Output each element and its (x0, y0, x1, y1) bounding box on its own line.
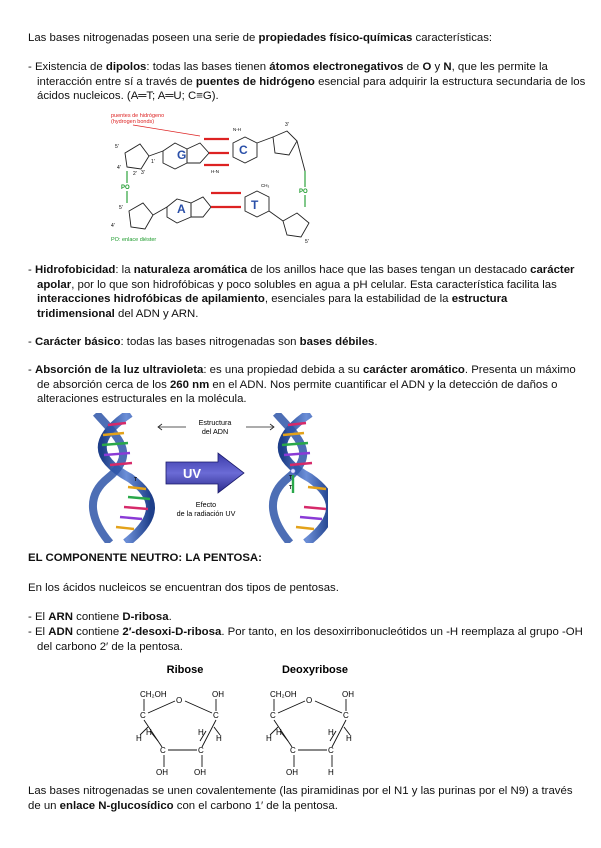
base-pair-hbond-figure (105, 111, 325, 246)
hidro-bold-4: interacciones hidrofóbicas de apilamiento (37, 293, 265, 306)
deoxy-h4: H (276, 728, 282, 737)
hbond-label-top2: (hydrogen bonds) (111, 119, 155, 125)
intro-bold-1: propiedades físico-químicas (258, 32, 413, 44)
uv-label-struct1: Estructura (198, 418, 232, 427)
dipolos-bold-5: puentes de hidrógeno (195, 75, 315, 88)
ribose-structure (136, 690, 224, 777)
enlace-text-2: con el carbono 1′ de la pentosa. (173, 799, 338, 812)
hidro-bold-2: naturaleza aromática (133, 264, 248, 276)
basico-text-1: - (28, 336, 35, 348)
ribose-h1b: H (216, 734, 222, 743)
pentosa-heading: EL COMPONENTE NEUTRO: LA PENTOSA: (28, 552, 262, 564)
abs-bold-1: Absorción de la luz ultravioleta (34, 364, 204, 376)
ribose-ch2oh: CH₂OH (140, 690, 167, 699)
abs-text-1: - (28, 364, 35, 376)
adn-text-1: - El (28, 626, 49, 638)
dipolos-text-1: - Existencia de (28, 61, 106, 73)
hbond-label-top: puentes de hidrógeno (111, 113, 165, 119)
base-g-label: G (177, 148, 187, 162)
abs-bold-3: 260 nm (169, 378, 210, 391)
ribose-o: O (176, 696, 183, 705)
dipolos-text-5: , que les permite la interacción entre sí a través de (37, 61, 548, 88)
hbond-pointer-line (133, 125, 200, 136)
deoxy-o: O (306, 696, 313, 705)
c-num-3p: 3' (285, 122, 289, 128)
arn-text-2: contiene (72, 611, 123, 623)
ribose-h4: H (146, 728, 152, 737)
deoxyribose-title: Deoxyribose (281, 664, 349, 676)
pentosa-intro: En los ácidos nucleicos se encuentran dos tipos de pentosas. (28, 582, 339, 594)
ribose-oh2: OH (194, 768, 206, 777)
basico-paragraph (28, 335, 587, 350)
adn-bold-2: 2′-desoxi-D-ribosa (122, 626, 222, 638)
basico-text-3: . (374, 336, 378, 348)
dipolos-text-2: : todas las bases tienen (146, 61, 270, 73)
hidro-text-5: , esenciales para la estabilidad de la (264, 293, 452, 306)
uv-t-label-2: T (289, 485, 293, 491)
abs-text-3: . Presenta un máximo de absorción cerca de los (37, 364, 576, 391)
uv-t-label-left: T (134, 477, 138, 483)
base-t-label: T (251, 198, 259, 212)
adn-text-2: contiene (72, 626, 123, 638)
t-num-5p: 5' (305, 239, 309, 245)
abs-text-2: : es una propiedad debida a su (203, 364, 363, 376)
hidro-bold-1: Hidrofobicidad (34, 264, 116, 276)
ribose-c1: C (213, 711, 219, 720)
dipolos-bold-3: O (422, 61, 432, 73)
enlace-bold-1: enlace N-glucosídico (59, 799, 174, 812)
ribose-c2: C (198, 746, 204, 755)
uv-label-effect2: de la radiación UV (176, 509, 236, 518)
uv-label-struct2: del ADN (201, 427, 229, 436)
a-num-4p: 4' (111, 223, 115, 229)
ribose-title: Ribose (166, 664, 204, 676)
dipolos-bold-4: N (443, 61, 452, 73)
arn-text-3: . (168, 611, 172, 623)
hidro-bold-3: carácter apolar (37, 264, 575, 291)
hidro-text-3: de los anillos hace que las bases tengan un destacado (247, 264, 531, 276)
intro-paragraph (28, 31, 578, 46)
hidrofobicidad-paragraph (28, 263, 587, 321)
left-dna-helix (93, 413, 151, 543)
g-num-3p: 3' (141, 170, 145, 176)
basico-bold-2: bases débiles (299, 336, 375, 348)
deoxy-h4b: H (266, 734, 272, 743)
enlace-paragraph (28, 784, 578, 813)
uv-arrow-label: UV (182, 466, 202, 481)
adn-bold-1: ADN (48, 626, 73, 638)
hidro-text-2: : la (115, 264, 134, 276)
intro-text-2: características: (412, 32, 493, 44)
uv-label-effect1: Efecto (195, 500, 217, 509)
abs-text-4: en el ADN. Nos permite cuantificar el ADN y la detección de daños o alteraciones estructurales en la molécula. (37, 378, 558, 406)
base-a-label: A (177, 202, 186, 216)
deoxyribose-structure (266, 690, 354, 777)
deoxy-c1: C (343, 711, 349, 720)
dipolos-paragraph (28, 60, 587, 104)
deoxy-ch2oh: CH₂OH (270, 690, 297, 699)
uv-t-label-1: T (289, 475, 293, 481)
deoxy-h2: H (328, 768, 334, 777)
deoxy-oh-top: OH (342, 690, 354, 699)
intro-text-1: Las bases nitrogenadas poseen una serie de (28, 32, 259, 44)
po-enlace-label: PO: enlace diéster (111, 237, 157, 243)
adn-paragraph (28, 625, 587, 654)
basico-text-2: : todas las bases nitrogenadas son (120, 336, 300, 348)
hidro-text-6: del ADN y ARN. (114, 307, 199, 320)
hidro-bold-5: estructura tridimensional (37, 293, 508, 320)
a-t-pair (129, 191, 309, 237)
uv-dna-figure (88, 413, 328, 543)
ribose-h1: H (198, 728, 204, 737)
po-right-label: PO (299, 189, 308, 195)
deoxy-h1: H (328, 728, 334, 737)
uv-arrow (166, 453, 244, 493)
po-left-label: PO (121, 185, 130, 191)
dipolos-bold-2: átomos electronegativos (269, 61, 404, 73)
basico-bold-1: Carácter básico (34, 336, 121, 348)
a-t-hbonds (211, 193, 241, 207)
deoxy-c2: C (328, 746, 334, 755)
g-num-2p: 2' (133, 171, 137, 177)
ribose-c4: C (140, 711, 146, 720)
ribose-c3: C (160, 746, 166, 755)
arn-bold-2: D-ribosa (122, 611, 169, 623)
hidro-text-1: - (28, 264, 35, 276)
g-hn-label: H-N (211, 169, 219, 174)
arn-text-1: - El (28, 611, 49, 623)
dipolos-text-6: esencial para adquirir la estructura secundaria de los ácidos nucleicos. (A═T; A═U; C≡G). (37, 75, 586, 103)
ribose-oh-top: OH (212, 690, 224, 699)
adn-text-3: . Por tanto, en los desoxirribonucleótidos un -H reemplaza al grupo -OH del carbono 2′ de la pentosa. (37, 626, 583, 653)
arn-bold-1: ARN (48, 611, 73, 623)
arn-paragraph (28, 610, 587, 625)
enlace-text-1: Las bases nitrogenadas se unen covalentemente (las piramidinas por el N1 y las purinas por el N9) a través de un (28, 785, 573, 812)
c-nh-label: N-H (233, 127, 241, 132)
hidro-text-4: , por lo que son hidrofóbicas y poco solubles en agua a pH celular. Esta característica facilita las (71, 278, 557, 291)
dipolos-text-4: y (431, 61, 444, 73)
g-num-4p: 4' (117, 165, 121, 171)
abs-bold-2: carácter aromático (362, 364, 465, 376)
deoxy-h1b: H (346, 734, 352, 743)
base-c-label: C (239, 143, 248, 157)
a-num-5p: 5' (119, 205, 123, 211)
deoxy-c3: C (290, 746, 296, 755)
g-num-5p: 5' (115, 144, 119, 150)
ribose-h4b: H (136, 734, 142, 743)
deoxy-oh3: OH (286, 768, 298, 777)
deoxy-c4: C (270, 711, 276, 720)
t-ch3-label: CH₃ (261, 183, 270, 188)
dipolos-bold-1: dipolos (105, 61, 147, 73)
absorcion-paragraph (28, 363, 587, 407)
sugars-figure (130, 661, 370, 781)
ribose-oh3: OH (156, 768, 168, 777)
right-dna-helix (273, 413, 328, 543)
dipolos-text-3: de (403, 61, 423, 73)
g-num-1p: 1' (151, 159, 155, 165)
